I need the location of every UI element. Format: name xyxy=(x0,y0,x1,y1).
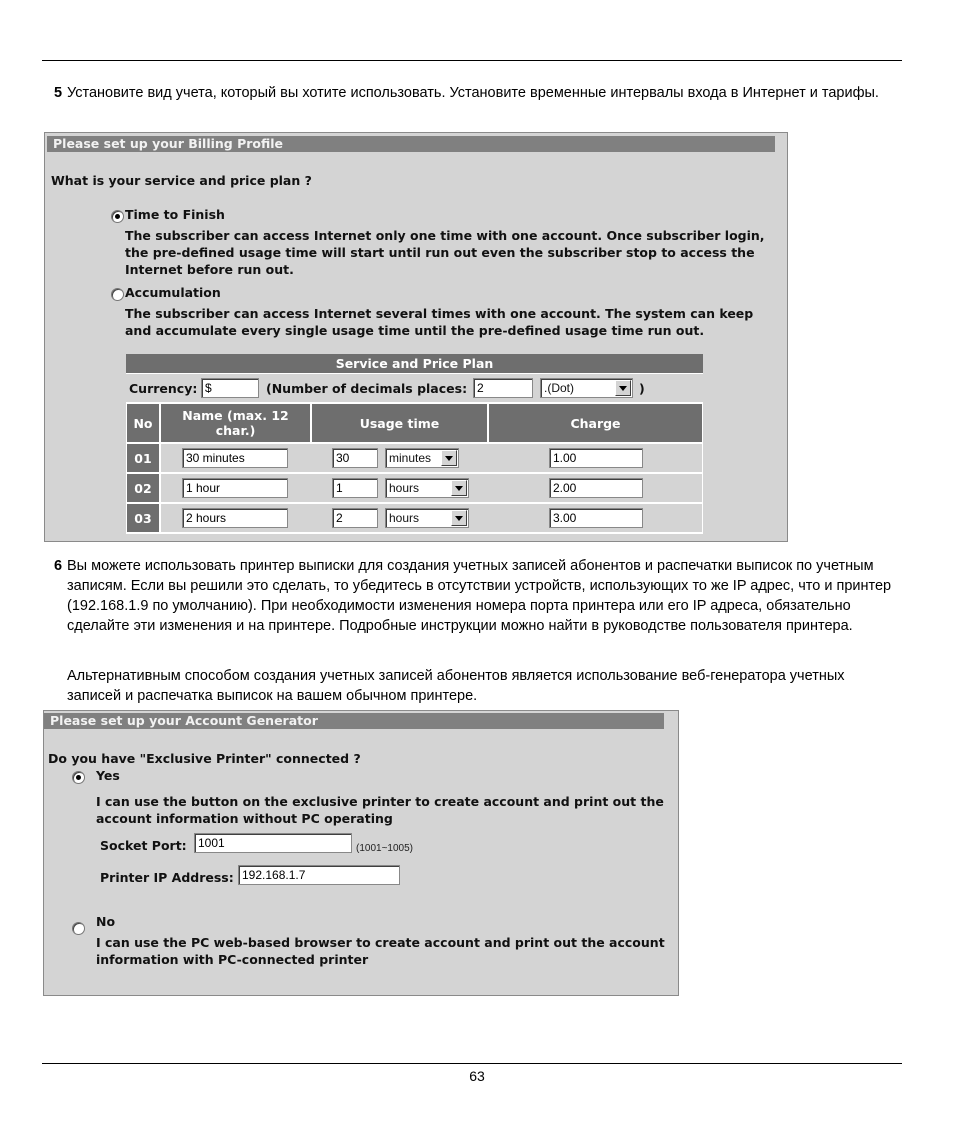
step-note-text: Альтернативным способом создания учетных записей абонентов является использование веб-генератора учетных записей и распечатка выписок на вашем обычном принтере. xyxy=(67,668,845,704)
price-plan-table xyxy=(126,354,703,534)
usage-time-input[interactable]: 1 xyxy=(332,478,378,498)
charge-input[interactable]: 1.00 xyxy=(549,448,643,468)
socket-port-label: Socket Port: xyxy=(100,838,187,853)
step-5 xyxy=(54,84,902,103)
col-name: Name (max. 12 char.) xyxy=(161,404,310,442)
close-paren: ) xyxy=(639,381,645,396)
time-to-finish-desc: The subscriber can access Internet only one time with one account. Once subscriber login, the pre-defined usage time will start until run out even the subscriber stop to access the Internet before run out. xyxy=(125,228,765,277)
row-no: 03 xyxy=(127,504,159,532)
row-no: 02 xyxy=(127,474,159,502)
step-text: Установите вид учета, который вы хотите использовать. Установите временные интервалы входа в Интернет и тарифы. xyxy=(67,85,879,101)
chevron-down-icon[interactable] xyxy=(451,480,467,496)
col-charge: Charge xyxy=(489,404,702,442)
accumulation-radio[interactable] xyxy=(111,288,124,301)
exclusive-printer-no-radio[interactable] xyxy=(72,922,85,935)
step-6 xyxy=(54,556,902,636)
chevron-down-icon[interactable] xyxy=(615,380,631,396)
printer-ip-label: Printer IP Address: xyxy=(100,870,234,885)
chevron-down-icon[interactable] xyxy=(451,510,467,526)
plan-name-input[interactable]: 1 hour xyxy=(182,478,288,498)
accumulation-desc: The subscriber can access Internet several times with one account. The system can keep and accumulate every single usage time until the pre-defined usage time run out. xyxy=(125,306,754,338)
yes-desc: I can use the button on the exclusive printer to create account and print out the account information without PC operating xyxy=(96,794,664,826)
charge-input[interactable]: 3.00 xyxy=(549,508,643,528)
billing-panel-header: Please set up your Billing Profile xyxy=(47,136,775,152)
usage-time-input[interactable]: 2 xyxy=(332,508,378,528)
usage-unit-value: hours xyxy=(389,511,420,525)
time-to-finish-radio[interactable] xyxy=(111,210,124,223)
yes-label: Yes xyxy=(96,768,120,783)
step-text: Вы можете использовать принтер выписки для создания учетных записей абонентов и распечатки выписок по учетным записям. Если вы решили это сделать, то убедитесь в отсутствии устройств, использующих то же IP адрес, что и принтер (192.168.1.9 по умолчанию). При необходимости изменения номера порта принтера или его IP адреса, обязательно сделайте эти изменения и на принтере. Подробные инструкции можно найти в руководстве пользователя принтера. xyxy=(67,558,892,634)
step-number: 5 xyxy=(54,85,63,101)
billing-question: What is your service and price plan ? xyxy=(51,173,312,188)
no-desc: I can use the PC web-based browser to create account and print out the account information with PC-connected printer xyxy=(96,935,665,967)
socket-port-hint: (1001~1005) xyxy=(356,843,413,854)
exclusive-printer-yes-radio[interactable] xyxy=(72,771,85,784)
plan-name-input[interactable]: 2 hours xyxy=(182,508,288,528)
usage-time-input[interactable]: 30 xyxy=(332,448,378,468)
currency-input[interactable]: $ xyxy=(201,378,259,398)
step-6-note xyxy=(54,666,902,706)
row-no: 01 xyxy=(127,444,159,472)
decimal-separator-value: .(Dot) xyxy=(544,381,574,395)
bottom-rule xyxy=(42,1063,902,1064)
decimal-separator-select[interactable] xyxy=(540,378,633,398)
usage-unit-value: minutes xyxy=(389,451,432,465)
usage-unit-select[interactable] xyxy=(385,508,469,528)
billing-profile-panel xyxy=(44,132,788,542)
generator-question: Do you have "Exclusive Printer" connected ? xyxy=(48,751,361,766)
chevron-down-icon[interactable] xyxy=(441,450,457,466)
printer-ip-input[interactable]: 192.168.1.7 xyxy=(238,865,400,885)
col-no: No xyxy=(127,404,159,442)
usage-unit-value: hours xyxy=(389,481,420,495)
decimals-label: (Number of decimals places: xyxy=(266,381,468,396)
generator-panel-header: Please set up your Account Generator xyxy=(44,713,664,729)
account-generator-panel xyxy=(43,710,679,996)
usage-unit-select[interactable] xyxy=(385,448,459,468)
currency-label: Currency: xyxy=(129,381,198,396)
socket-port-input[interactable]: 1001 xyxy=(194,833,352,853)
top-rule xyxy=(42,60,902,61)
usage-unit-select[interactable] xyxy=(385,478,469,498)
time-to-finish-label: Time to Finish xyxy=(125,207,225,222)
charge-input[interactable]: 2.00 xyxy=(549,478,643,498)
step-number: 6 xyxy=(54,558,63,574)
page-number: 63 xyxy=(469,1068,485,1084)
col-usage-time: Usage time xyxy=(312,404,487,442)
plan-name-input[interactable]: 30 minutes xyxy=(182,448,288,468)
decimals-input[interactable]: 2 xyxy=(473,378,533,398)
accumulation-label: Accumulation xyxy=(125,285,221,300)
no-label: No xyxy=(96,914,116,929)
plan-title: Service and Price Plan xyxy=(126,354,703,373)
